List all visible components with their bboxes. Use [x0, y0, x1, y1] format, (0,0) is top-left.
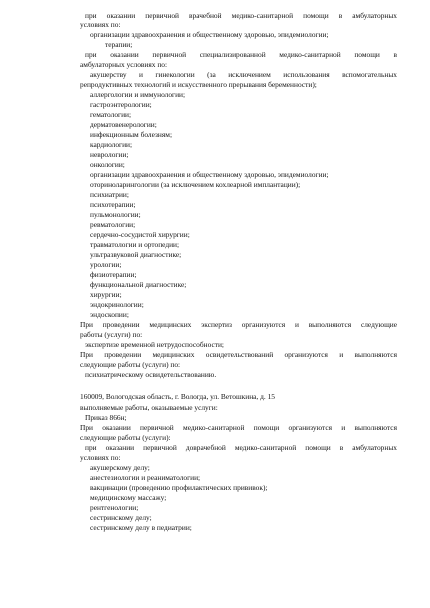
text-line: амбулаторных условиях по:	[80, 60, 168, 69]
text-line: психотерапии;	[90, 200, 136, 209]
address-line: 160009, Вологодская область, г. Вологда, ул. Ветошкина, д. 15	[80, 392, 275, 401]
text-line: условиях по:	[80, 20, 121, 29]
text-line: терапии;	[105, 40, 133, 49]
text-line: при оказании первичной врачебной медико-санитарной помощи в амбулаторных	[85, 11, 397, 20]
text-line: хирургии;	[90, 290, 122, 299]
text-line: эндоскопии;	[90, 310, 129, 319]
text-line: выполняемые работы, оказываемые услуги:	[80, 403, 218, 412]
text-line: травматологии и ортопедии;	[90, 240, 180, 249]
text-line: При проведении медицинских экспертиз организуются и выполняются следующие	[80, 320, 397, 329]
text-line: дерматовенерологии;	[90, 120, 157, 129]
text-line: анестезиологии и реаниматологии;	[90, 473, 201, 482]
text-line: эндокринологии;	[90, 300, 144, 309]
text-line: экспертизе временной нетрудоспособности;	[85, 340, 224, 349]
text-line: Приказ 866н;	[85, 413, 127, 422]
text-line: При оказании первичной медико-санитарной помощи организуются и выполняются	[80, 423, 397, 432]
text-line: сестринскому делу в педиатрии;	[90, 523, 192, 532]
text-line: психиатрическому освидетельствованию.	[85, 370, 217, 379]
text-line: неврологии;	[90, 150, 129, 159]
text-line: урологии;	[90, 260, 122, 269]
text-line: инфекционным болезням;	[90, 130, 172, 139]
text-line: организации здравоохранения и общественному здоровью, эпидемиологии;	[90, 30, 329, 39]
text-line: медицинскому массажу;	[90, 493, 167, 502]
text-line: репродуктивных технологий и искусственного прерывания беременности);	[80, 80, 317, 89]
text-line: организации здравоохранения и общественному здоровью, эпидемиологии;	[90, 170, 329, 179]
text-line: кардиологии;	[90, 140, 133, 149]
text-line: ревматологии;	[90, 220, 136, 229]
text-line: работы (услуги) по:	[80, 330, 143, 339]
text-line: оториноларингологии (за исключением кохлеарной имплантации);	[90, 180, 301, 189]
text-line: аллергологии и иммунологии;	[90, 90, 186, 99]
text-line: ультразвуковой диагностике;	[90, 250, 182, 259]
text-line: онкологии;	[90, 160, 125, 169]
text-line: акушерскому делу;	[90, 463, 150, 472]
text-line: сестринскому делу;	[90, 513, 152, 522]
text-line: при оказании первичной специализированной медико-санитарной помощи в	[85, 50, 397, 59]
text-line: рентгенологии;	[90, 503, 139, 512]
text-line: вакцинации (проведению профилактических прививок);	[90, 483, 268, 492]
text-line: пульмонологии;	[90, 210, 141, 219]
text-line: психиатрии;	[90, 190, 129, 199]
text-line: гематологии;	[90, 110, 132, 119]
text-line: условиях по:	[80, 453, 121, 462]
text-line: физиотерапии;	[90, 270, 137, 279]
text-line: При проведении медицинских освидетельствований организуются и выполняются	[80, 350, 397, 359]
text-line: сердечно-сосудистой хирургии;	[90, 230, 190, 239]
text-line: функциональной диагностике;	[90, 280, 187, 289]
text-line: гастроэнтерологии;	[90, 100, 152, 109]
text-line: при оказании первичной доврачебной медико-санитарной помощи в амбулаторных	[85, 443, 397, 452]
text-line: следующие работы (услуги) по:	[80, 360, 181, 369]
text-line: акушерству и гинекологии (за исключением использования вспомогательных	[90, 70, 397, 79]
text-line: следующие работы (услуги):	[80, 433, 171, 442]
